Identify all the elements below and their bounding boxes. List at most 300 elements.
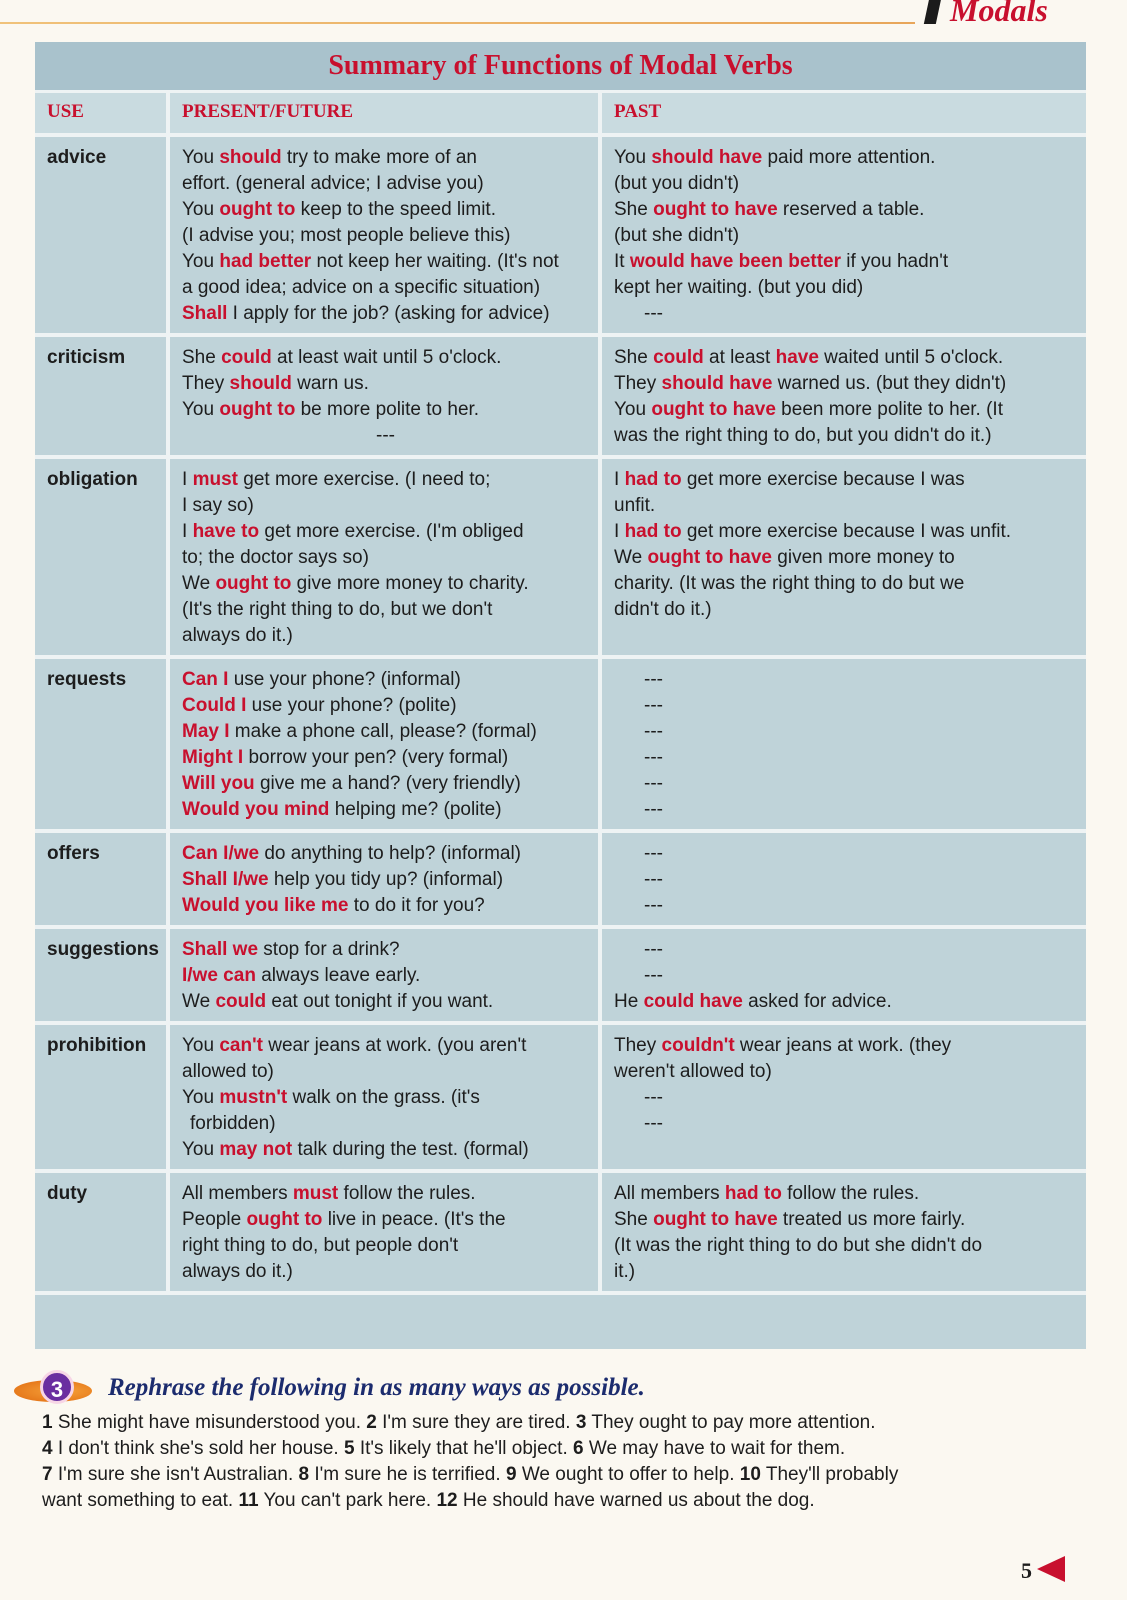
modal-verb: Would you like me [182, 895, 349, 916]
line-text: get more exercise because I was unfit. [681, 521, 1012, 542]
modal-verb: Might I [182, 747, 244, 768]
present-line [182, 571, 589, 597]
line-text: been more polite to her. (It [775, 399, 1003, 420]
exercise-line [42, 1436, 1112, 1462]
modal-verb: ought to have [653, 1209, 778, 1230]
line-text: unfit. [614, 495, 656, 516]
table-row-advice [35, 135, 1086, 335]
past-cell [600, 1171, 1086, 1293]
line-text: (I advise you; most people believe this) [182, 225, 511, 246]
past-line [614, 597, 1077, 623]
line-text: warn us. [291, 373, 369, 394]
item-number: 6 [573, 1438, 584, 1459]
item-sentence: They ought to pay more attention. [591, 1412, 876, 1433]
modal-verb: should have [661, 373, 773, 394]
table-row-duty [35, 1171, 1086, 1293]
line-text: (It was the right thing to do but she didn't do [614, 1235, 983, 1256]
present-line [182, 867, 589, 893]
line-text: help you tidy up? (informal) [268, 869, 504, 890]
modal-verb: Shall I/we [182, 869, 269, 890]
line-text: charity. (It was the right thing to do but we [614, 573, 965, 594]
modal-verb: have [775, 347, 819, 368]
present-line [182, 667, 589, 693]
line-text: --- [644, 747, 663, 768]
line-text: She [182, 347, 222, 368]
line-text: You [614, 399, 652, 420]
present-line [182, 423, 589, 449]
modal-verb: should [229, 373, 292, 394]
present-line [182, 719, 589, 745]
present-line [182, 519, 589, 545]
line-text: --- [644, 303, 663, 324]
present-line [182, 1207, 589, 1233]
line-text: reserved a table. [777, 199, 925, 220]
unit-number [924, 0, 942, 24]
modal-verb: ought to [246, 1209, 323, 1230]
line-text: People [182, 1209, 247, 1230]
present-line [182, 963, 589, 989]
line-text: You [182, 251, 220, 272]
table-row-suggestions [35, 927, 1086, 1023]
line-text: to; the doctor says so) [182, 547, 369, 568]
modal-verb: should have [651, 147, 763, 168]
line-text: it.) [614, 1261, 636, 1282]
present-future-cell [168, 1023, 600, 1171]
present-line [182, 597, 589, 623]
use-cell: obligation [35, 457, 168, 657]
summary-box [35, 42, 1086, 1349]
item-sentence: We ought to offer to help. [521, 1464, 735, 1485]
line-text: wear jeans at work. (you aren't [262, 1035, 527, 1056]
line-text: asked for advice. [742, 991, 892, 1012]
modal-verb: couldn't [661, 1035, 735, 1056]
use-cell: prohibition [35, 1023, 168, 1171]
item-sentence: I don't think she's sold her house. [57, 1438, 339, 1459]
past-line [614, 1259, 1077, 1285]
line-text: always leave early. [255, 965, 421, 986]
line-text: weren't allowed to) [614, 1061, 772, 1082]
table-row-offers [35, 831, 1086, 927]
item-sentence: He should have warned us about the dog. [462, 1490, 815, 1511]
past-line [614, 797, 1077, 823]
present-line [182, 693, 589, 719]
past-line [614, 1207, 1077, 1233]
line-text: helping me? (polite) [329, 799, 502, 820]
line-text: get more exercise because I was [681, 469, 965, 490]
past-line [614, 371, 1077, 397]
past-line [614, 867, 1077, 893]
use-cell: offers [35, 831, 168, 927]
modal-verb: must [192, 469, 238, 490]
line-text: follow the rules. [781, 1183, 920, 1204]
line-text: give me a hand? (very friendly) [254, 773, 521, 794]
modal-verb: had to [624, 521, 682, 542]
modal-verb: had to [724, 1183, 782, 1204]
present-line [182, 397, 589, 423]
past-line [614, 893, 1077, 919]
line-text: borrow your pen? (very formal) [243, 747, 509, 768]
line-text: try to make more of an [281, 147, 477, 168]
item-number: 9 [505, 1464, 517, 1485]
present-line [182, 1085, 589, 1111]
line-text: All members [182, 1183, 293, 1204]
line-text: make a phone call, please? (formal) [229, 721, 537, 742]
item-number: 5 [343, 1438, 355, 1459]
past-cell [600, 135, 1086, 335]
past-line [614, 249, 1077, 275]
line-text: do anything to help? (informal) [259, 843, 522, 864]
line-text: --- [644, 695, 663, 716]
line-text: kept her waiting. (but you did) [614, 277, 864, 298]
line-text: be more polite to her. [295, 399, 480, 420]
line-text: treated us more fairly. [777, 1209, 966, 1230]
present-future-cell [168, 831, 600, 927]
line-text: You [182, 1035, 220, 1056]
modal-verb: ought to [215, 573, 292, 594]
present-line [182, 371, 589, 397]
item-number: 10 [739, 1464, 761, 1485]
past-line [614, 771, 1077, 797]
past-line [614, 345, 1077, 371]
line-text: She [614, 1209, 654, 1230]
exercise-line [42, 1488, 1112, 1514]
present-line [182, 145, 589, 171]
present-line [182, 223, 589, 249]
past-line [614, 1059, 1077, 1085]
item-sentence: She might have misunderstood you. [57, 1412, 361, 1433]
line-text: effort. (general advice; I advise you) [182, 173, 484, 194]
line-text: given more money to [772, 547, 955, 568]
line-text: at least [703, 347, 776, 368]
line-text: at least wait until 5 o'clock. [271, 347, 502, 368]
present-future-cell [168, 335, 600, 457]
use-cell: requests [35, 657, 168, 831]
present-line [182, 623, 589, 649]
line-text: --- [644, 895, 663, 916]
line-text: wear jeans at work. (they [734, 1035, 952, 1056]
item-sentence: They'll probably [765, 1464, 899, 1485]
line-text: get more exercise. (I need to; [237, 469, 491, 490]
exercise-number: 3 [40, 1370, 74, 1404]
exercise-line [42, 1410, 1112, 1436]
past-line [614, 963, 1077, 989]
item-number: 8 [298, 1464, 310, 1485]
table-row-obligation [35, 457, 1086, 657]
present-line [182, 545, 589, 571]
line-text: (but she didn't) [614, 225, 740, 246]
modal-verb: I/we can [182, 965, 256, 986]
modal-verb: ought to have [653, 199, 778, 220]
present-line [182, 345, 589, 371]
exercise-line [42, 1462, 1112, 1488]
line-text: She [614, 199, 654, 220]
present-future-cell [168, 1171, 600, 1293]
modal-verb: Will you [182, 773, 255, 794]
present-line [182, 841, 589, 867]
line-text: You [614, 147, 652, 168]
present-future-cell [168, 457, 600, 657]
line-text: paid more attention. [762, 147, 936, 168]
line-text: always do it.) [182, 625, 293, 646]
modal-verb: may not [219, 1139, 293, 1160]
present-line [182, 1137, 589, 1163]
line-text: You [182, 199, 220, 220]
modal-verb: Would you mind [182, 799, 330, 820]
modal-verb: could [215, 991, 267, 1012]
table-body [35, 135, 1086, 1293]
past-line [614, 145, 1077, 171]
present-line [182, 1059, 589, 1085]
item-sentence: I'm sure she isn't Australian. [57, 1464, 294, 1485]
modal-verb: May I [182, 721, 230, 742]
line-text: They [614, 373, 662, 394]
modal-verb: had better [219, 251, 312, 272]
item-number: 11 [238, 1490, 259, 1511]
line-text: forbidden) [190, 1113, 276, 1134]
item-sentence: It's likely that he'll object. [359, 1438, 568, 1459]
line-text: (but you didn't) [614, 173, 740, 194]
past-line [614, 693, 1077, 719]
line-text: --- [644, 799, 663, 820]
line-text: All members [614, 1183, 725, 1204]
line-text: I [182, 469, 193, 490]
present-line [182, 1259, 589, 1285]
modal-verb: could [221, 347, 272, 368]
item-sentence: We may have to wait for them. [588, 1438, 846, 1459]
past-cell [600, 831, 1086, 927]
line-text: They [182, 373, 230, 394]
page-arrow-icon [1037, 1556, 1065, 1582]
past-line [614, 841, 1077, 867]
past-line [614, 423, 1077, 449]
present-line [182, 771, 589, 797]
header-past: PAST [600, 93, 1086, 135]
present-future-cell [168, 135, 600, 335]
line-text: get more exercise. (I'm obliged [259, 521, 524, 542]
past-line [614, 937, 1077, 963]
line-text: was the right thing to do, but you didn't do it.) [614, 425, 992, 446]
line-text: use your phone? (polite) [246, 695, 457, 716]
functions-table [35, 93, 1086, 1295]
line-text: We [182, 573, 216, 594]
modal-verb: Shall [182, 303, 228, 324]
item-number: 1 [42, 1412, 53, 1433]
item-sentence: I'm sure they are tired. [382, 1412, 571, 1433]
modal-verb: ought to have [647, 547, 772, 568]
line-text: I [614, 521, 625, 542]
page-number: 5 [1021, 1558, 1032, 1583]
modal-verb: have to [192, 521, 260, 542]
past-line [614, 275, 1077, 301]
past-cell [600, 457, 1086, 657]
use-cell: criticism [35, 335, 168, 457]
line-text: We [182, 991, 216, 1012]
line-text: She [614, 347, 654, 368]
past-line [614, 745, 1077, 771]
past-line [614, 1111, 1077, 1137]
line-text: I [182, 521, 193, 542]
line-text: stop for a drink? [258, 939, 400, 960]
line-text: follow the rules. [338, 1183, 476, 1204]
line-text: He [614, 991, 644, 1012]
present-line [182, 745, 589, 771]
modal-verb: would have been better [629, 251, 841, 272]
past-line [614, 989, 1077, 1015]
line-text: warned us. (but they didn't) [772, 373, 1007, 394]
line-text: a good idea; advice on a specific situation) [182, 277, 541, 298]
line-text: --- [644, 1113, 663, 1134]
line-text: --- [644, 843, 663, 864]
line-text: --- [644, 1087, 663, 1108]
past-line [614, 197, 1077, 223]
present-line [182, 797, 589, 823]
present-line [182, 1033, 589, 1059]
line-text: --- [376, 425, 395, 446]
past-line [614, 1181, 1077, 1207]
line-text: I apply for the job? (asking for advice) [227, 303, 550, 324]
modal-verb: Shall we [182, 939, 259, 960]
past-line [614, 571, 1077, 597]
past-cell [600, 927, 1086, 1023]
line-text: right thing to do, but people don't [182, 1235, 459, 1256]
modal-verb: can't [219, 1035, 263, 1056]
modal-verb: mustn't [219, 1087, 288, 1108]
item-sentence: You can't park here. [263, 1490, 432, 1511]
present-future-cell [168, 927, 600, 1023]
past-line [614, 519, 1077, 545]
past-line [614, 493, 1077, 519]
present-line [182, 171, 589, 197]
present-line [182, 301, 589, 327]
present-line [182, 1233, 589, 1259]
line-text: allowed to) [182, 1061, 274, 1082]
present-line [182, 937, 589, 963]
table-row-criticism [35, 335, 1086, 457]
line-text: --- [644, 965, 663, 986]
past-line [614, 1233, 1077, 1259]
header-row [35, 93, 1086, 135]
past-line [614, 397, 1077, 423]
line-text: use your phone? (informal) [228, 669, 461, 690]
line-text: didn't do it.) [614, 599, 712, 620]
line-text: live in peace. (It's the [322, 1209, 506, 1230]
present-line [182, 197, 589, 223]
past-cell [600, 1023, 1086, 1171]
line-text: if you hadn't [841, 251, 949, 272]
modal-verb: ought to [219, 199, 296, 220]
item-number: 4 [42, 1438, 53, 1459]
modal-verb: Can I [182, 669, 229, 690]
present-line [182, 1111, 589, 1137]
top-rule [0, 22, 915, 24]
summary-title: Summary of Functions of Modal Verbs [35, 42, 1086, 93]
modal-verb: had to [624, 469, 682, 490]
item-number: 7 [42, 1464, 53, 1485]
use-cell: advice [35, 135, 168, 335]
line-text: I [614, 469, 625, 490]
table-row-requests [35, 657, 1086, 831]
past-cell [600, 657, 1086, 831]
present-line [182, 493, 589, 519]
past-line [614, 545, 1077, 571]
item-number: 2 [366, 1412, 377, 1433]
line-text: talk during the test. (formal) [292, 1139, 529, 1160]
line-text: You [182, 1087, 220, 1108]
present-line [182, 893, 589, 919]
item-number: 3 [575, 1412, 587, 1433]
line-text: --- [644, 773, 663, 794]
line-text: We [614, 547, 648, 568]
line-text: eat out tonight if you want. [266, 991, 494, 1012]
line-text: waited until 5 o'clock. [818, 347, 1004, 368]
use-cell: suggestions [35, 927, 168, 1023]
item-sentence: I'm sure he is terrified. [314, 1464, 501, 1485]
modal-verb: ought to [219, 399, 296, 420]
line-text: --- [644, 869, 663, 890]
present-line [182, 1181, 589, 1207]
past-line [614, 667, 1077, 693]
modal-verb: Can I/we [182, 843, 260, 864]
line-text: --- [644, 721, 663, 742]
modal-verb: ought to have [651, 399, 776, 420]
line-text: They [614, 1035, 662, 1056]
line-text: walk on the grass. (it's [287, 1087, 480, 1108]
line-text: keep to the speed limit. [295, 199, 496, 220]
exercise-sentences [42, 1410, 1112, 1514]
modal-verb: could have [643, 991, 743, 1012]
line-text: to do it for you? [348, 895, 485, 916]
present-line [182, 467, 589, 493]
line-text: You [182, 399, 220, 420]
item-sentence: want something to eat. [42, 1490, 234, 1511]
line-text: not keep her waiting. (It's not [311, 251, 559, 272]
present-line [182, 249, 589, 275]
line-text: I say so) [182, 495, 254, 516]
line-text: You [182, 147, 220, 168]
past-line [614, 301, 1077, 327]
modal-verb: must [292, 1183, 339, 1204]
line-text: (It's the right thing to do, but we don't [182, 599, 493, 620]
line-text: You [182, 1139, 220, 1160]
exercise-instruction: Rephrase the following in as many ways as possible. [108, 1374, 645, 1401]
modal-verb: Could I [182, 695, 247, 716]
past-line [614, 719, 1077, 745]
line-text: give more money to charity. [291, 573, 529, 594]
modal-verb: should [219, 147, 282, 168]
past-line [614, 171, 1077, 197]
exercise-section [0, 1362, 1127, 1512]
item-number: 12 [436, 1490, 458, 1511]
line-text: It [614, 251, 630, 272]
line-text: --- [644, 939, 663, 960]
use-cell: duty [35, 1171, 168, 1293]
line-text: --- [644, 669, 663, 690]
line-text: always do it.) [182, 1261, 293, 1282]
past-line [614, 1085, 1077, 1111]
present-line [182, 275, 589, 301]
header-use: USE [35, 93, 168, 135]
past-line [614, 223, 1077, 249]
present-future-cell [168, 657, 600, 831]
unit-title: Modals [950, 0, 1048, 28]
header-present-future: PRESENT/FUTURE [168, 93, 600, 135]
past-line [614, 467, 1077, 493]
table-row-prohibition [35, 1023, 1086, 1171]
modal-verb: could [653, 347, 704, 368]
past-line [614, 1033, 1077, 1059]
present-line [182, 989, 589, 1015]
past-cell [600, 335, 1086, 457]
